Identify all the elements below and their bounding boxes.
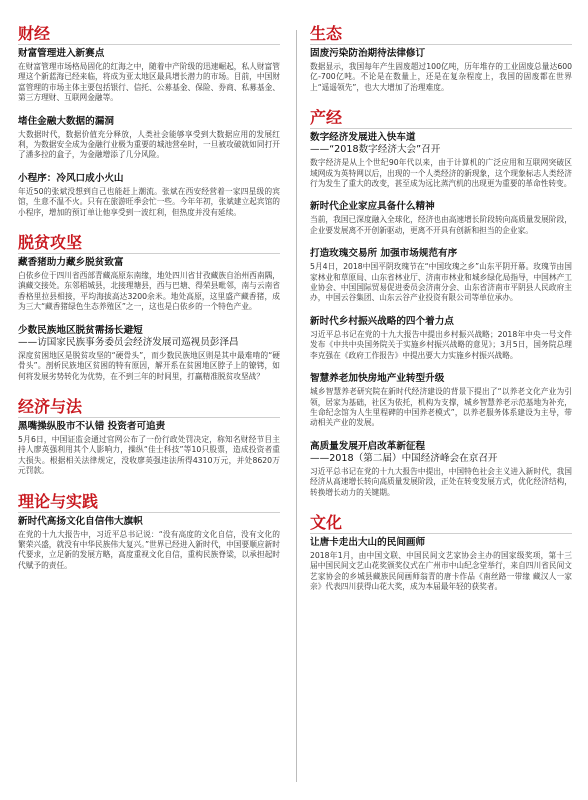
- section-heading: 理论与实践: [18, 492, 280, 513]
- article-title[interactable]: 让唐卡走出大山的民间画师: [310, 536, 426, 548]
- section-poverty-alleviation: [18, 233, 280, 382]
- article-summary: 习近平总书记在党的十九大报告中提出乡村振兴战略；2018年中央一号文件发布《中共中央国务院关于实施乡村振兴战略的意见》；3月5日，国务院总理李克强在《政府工作报告》中提出要大力实施乡村振兴战略。: [310, 329, 572, 360]
- article[interactable]: [310, 440, 572, 498]
- section-ecology: [310, 24, 572, 93]
- section-culture: [310, 513, 572, 593]
- section-theory-practice: [18, 492, 280, 572]
- article-summary: 5月4日，2018中国平阴玫瑰节在“中国玫瑰之乡”山东平阴开幕。玫瑰节由国家林业和草原局、山东省林业厅、济南市林业和城乡绿化局指导，中国林产工业协会、中国国际贸易促进委员会济南分会、山东省济南市平阴县人民政府主办，中国云谷集团、山东云谷产业投资有限公司等单位承办。: [310, 262, 572, 303]
- article-title[interactable]: 新时代高扬文化自信伟大旗帜: [18, 515, 143, 527]
- section-heading: 文化: [310, 513, 572, 534]
- article-summary: 习近平总书记在党的十九大报告中提出，中国特色社会主义进入新时代，我国经济从高速增长转向高质量发展阶段，正处在转变发展方式，优化经济结构，转换增长动力的关键期。: [310, 466, 572, 497]
- section-economy-law: [18, 397, 280, 477]
- article-title[interactable]: 黑嘴操纵股市不认错 投资者可追责: [18, 420, 166, 432]
- article[interactable]: [18, 47, 280, 104]
- section-heading: 脱贫攻坚: [18, 233, 280, 254]
- article[interactable]: [18, 115, 280, 161]
- article-title[interactable]: 智慧养老加快房地产业转型升级: [310, 373, 445, 385]
- article[interactable]: [18, 256, 280, 313]
- article[interactable]: [310, 131, 572, 189]
- article-summary: 白依乡位于四川省西部青藏高原东南缘，地处四川省甘孜藏族自治州西南隅，滇藏交接处。东邻稻城县，北接理塘县，西与巴塘、得荣县毗邻，南与云南省香格里拉县相接，平均海拔高达3200余米。地处高原，这里盛产藏香猪，成为三大“藏香猪绿色生态养殖区”之一，这也是白依乡的一个特色产业。: [18, 271, 280, 312]
- article-title[interactable]: 固废污染防治期待法律修订: [310, 48, 426, 59]
- article-title[interactable]: 藏香猪助力藏乡脱贫致富: [18, 257, 124, 269]
- article[interactable]: [18, 324, 280, 382]
- right-column: [310, 24, 572, 599]
- article-title[interactable]: 数字经济发展进入快车道: [310, 132, 416, 144]
- article-subtitle: ——2018（第二届）中国经济峰会在京召开: [310, 452, 498, 464]
- article[interactable]: [310, 47, 572, 93]
- article[interactable]: [310, 315, 572, 361]
- article-title[interactable]: 新时代企业家应具备什么精神: [310, 201, 435, 213]
- article-summary: 年近50的张斌没想到自己也能赶上潮流。张斌在西安经营着一家四星级的宾馆，生意不温不火。只有在旅游旺季会忙一些。今年年初，张斌建立起宾馆的小程序，增加的预订单让他享受到一波红利，但热度并没有延续。: [18, 186, 280, 217]
- section-industry-economy: [310, 108, 572, 498]
- left-column: [18, 24, 280, 577]
- article-summary: 2018年1月，由中国文联、中国民间文艺家协会主办的国家级奖项，第十三届中国民间文艺山花奖颁奖仪式在广州市中山纪念堂举行，来自四川省民间文艺家协会的乡城县藏族民间画师翁青的唐卡作品《南丝路一带缘 藏汉人一家亲》代表四川获得山花大奖，成为本届最年轻的获奖者。: [310, 550, 572, 592]
- section-heading: 生态: [310, 24, 572, 45]
- article-summary: 在党的十九大报告中，习近平总书记说：“没有高度的文化自信，没有文化的繁荣兴盛，就没有中华民族伟大复兴。”世界已经进入新时代，中国要顺应新时代要求，立足新的发展方略，高度重视文化自信，重构民族脊梁，以承担起时代赋予的责任。: [18, 529, 280, 570]
- article[interactable]: [18, 515, 280, 572]
- article-title[interactable]: 小程序：冷风口成小火山: [18, 172, 124, 184]
- article-title[interactable]: 堵住金融大数据的漏洞: [18, 115, 114, 127]
- article[interactable]: [310, 536, 572, 593]
- section-heading: 财经: [18, 24, 280, 45]
- section-heading: 产经: [310, 108, 572, 129]
- article-title[interactable]: 财富管理进入新赛点: [18, 48, 105, 59]
- article-title[interactable]: 新时代乡村振兴战略的四个着力点: [310, 315, 454, 327]
- article-title[interactable]: 高质量发展开启改革新征程: [310, 440, 426, 452]
- article[interactable]: [18, 420, 280, 477]
- article-summary: 大数据时代，数据价值充分释放，人类社会能够享受到大数据应用的发展红利，为数据安全成为金融行业极为重要的城池营垒时，一旦被攻破就如同打开了潘多拉的盒子，为金融增添了几分风险。: [18, 129, 280, 160]
- article-summary: 城乡智慧养老研究院在新时代经济建设的背景下提出了“以养老文化产业为引领，居家为基础，社区为依托，机构为支撑，城乡智慧养老示范基地为补充，生命纪念馆为人生里程碑的中国养老模式”，以养老服务体系建设为主导，带动相关产业的发展。: [310, 387, 572, 428]
- article[interactable]: [310, 200, 572, 236]
- article-summary: 在财富管理市场格局固化的红海之中，随着中产阶级的迅速崛起，私人财富管理这个新蓝海已经来临，将成为亚太地区最具增长潜力的市场。目前，中国财富管理的市场主体主要包括银行、信托、公募基金、保险、券商、私募基金、第三方理财、互联网金融等。: [18, 62, 280, 103]
- article-summary: 数字经济是从上个世纪90年代以来，由于计算机的广泛应用和互联网突破区域网成为英特网以后，出现的一个人类经济的新现象，这个现象标志人类经济行为发生了重大的改变，甚至成为远比蒸汽机的出现更为重要的革命性转变。: [310, 158, 572, 189]
- article-summary: 数据显示，我国每年产生固废超过100亿吨，历年堆存的工业固废总量达600亿-700亿吨。不论是在数量上，还是在复杂程度上，我国的固废都在世界上“遥遥领先”，也大大增加了治理难度。: [310, 62, 572, 92]
- article-summary: 当前，我国已深度融入全球化，经济也由高速增长阶段转向高质量发展阶段，企业要发展离不开创新驱动，更离不开具有创新和担当的企业家。: [310, 215, 572, 235]
- section-finance: [18, 24, 280, 218]
- article-title[interactable]: 少数民族地区脱贫需扬长避短: [18, 324, 143, 336]
- article[interactable]: [18, 172, 280, 218]
- article[interactable]: [310, 247, 572, 304]
- column-divider: [296, 30, 297, 782]
- section-heading: 经济与法: [18, 397, 280, 418]
- article-summary: 深度贫困地区是脱贫攻坚的“硬骨头”，而少数民族地区则是其中最难啃的“硬骨头”。剖析民族地区贫困的特有原因，解开系在贫困地区脖子上的镣铐，如何将发展劣势转化为优势，在不到三年的时间里，打赢精准脱贫攻坚战？: [18, 350, 280, 381]
- article-title[interactable]: 打造玫瑰交易所 加强市场规范有序: [310, 248, 458, 260]
- article-subtitle: ——“2018数字经济大会”召开: [310, 144, 441, 156]
- article-subtitle: ——访国家民族事务委员会经济发展司巡视员彭泽昌: [18, 336, 239, 348]
- article-summary: 5月6日，中国证监会通过官网公布了一份行政处罚决定，称知名财经节目主持人廖英强利用其个人影响力，操纵“佳士科技”等10只股票，造成投资者重大损失。根据相关法律规定，没收廖英强违法所得4310万元，并处8620万元罚款。: [18, 434, 280, 476]
- article[interactable]: [310, 372, 572, 429]
